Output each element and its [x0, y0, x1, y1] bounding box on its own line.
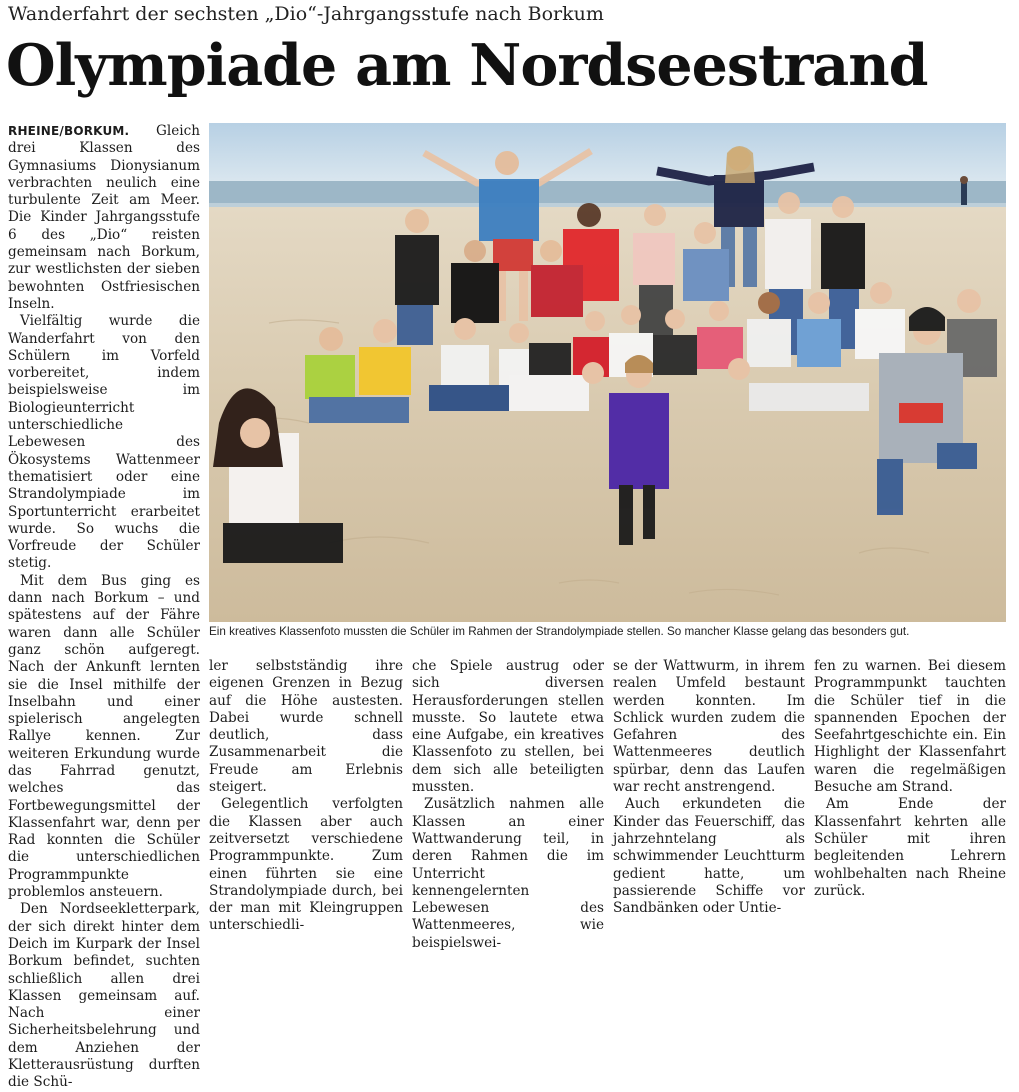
text-column-5 — [814, 658, 1006, 899]
paragraph: Am Ende der Klassenfahrt kehrten alle Schüler mit ihren begleitenden Lehrern wohlbehalten nach Rheine zurück. — [814, 796, 1006, 899]
text-column-1 — [8, 123, 200, 1091]
beach-group-photo — [209, 123, 1006, 622]
paragraph: Vielfältig wurde die Wanderfahrt von den Schülern im Vorfeld vorbereitet, indem beispielsweise im Biologieunterricht unterschiedliche Lebewesen des Ökosystems Wattenmeer thematisiert oder eine Strandolympiade im Sportunterricht erarbeitet wurde. So wuchs die Vorfreude der Schüler stetig. — [8, 313, 200, 572]
dateline: RHEINE/BORKUM. — [8, 124, 130, 138]
paragraph: Den Nordseekletterpark, der sich direkt hinter dem Deich im Kurpark der Insel Borkum befindet, suchten schließlich allen drei Klassen gemeinsam auf. Nach einer Sicherheitsbelehrung und dem Anziehen der Kletterausrüstung durften die Schü- — [8, 901, 200, 1091]
paragraph: che Spiele austrug oder sich diversen Herausforderungen stellen musste. So lautete etwa eine Aufgabe, ein kreatives Klassenfoto zu stellen, bei dem sich alle beteiligten mussten. — [412, 658, 604, 796]
paragraph: RHEINE/BORKUM. Gleich drei Klassen des Gymnasiums Dionysianum verbrachten neulich eine turbulente Zeit am Meer. Die Kinder Jahrgangsstufe 6 des „Dio“ reisten gemeinsam nach Borkum, zur westlichsten der sieben bewohnten Ostfriesischen Inseln. — [8, 123, 200, 312]
paragraph: Zusätzlich nahmen alle Klassen an einer Wattwanderung teil, in deren Rahmen die im Unterricht kennengelernten Lebewesen des Wattenmeeres, wie beispielswei- — [412, 796, 604, 951]
article-headline: Olympiade am Nordseestrand — [6, 32, 928, 99]
text-column-2 — [209, 658, 403, 934]
text-column-4 — [613, 658, 805, 917]
text-column-3 — [412, 658, 604, 951]
paragraph: Auch erkundeten die Kinder das Feuerschiff, das jahrzehntelang als schwimmender Leuchtturm gedient hatte, um passierende Schiffe vor Sandbänken oder Untie- — [613, 796, 805, 917]
paragraph: fen zu warnen. Bei diesem Programmpunkt tauchten die Schüler tief in die spannenden Epochen der Seefahrtgeschichte ein. Ein Highlight der Klassenfahrt waren die regelmäßigen Besuche am Strand. — [814, 658, 1006, 796]
article-kicker: Wanderfahrt der sechsten „Dio“-Jahrgangsstufe nach Borkum — [8, 3, 604, 25]
paragraph: Mit dem Bus ging es dann nach Borkum – und spätestens auf der Fähre waren dann alle Schüler ganz schön aufgeregt. Nach der Ankunft lernten sie die Insel mithilfe der Inselbahn und einer spielerisch angelegten Rallye kennen. Zur weiteren Erkundung wurde das Fahrrad genutzt, welches das Fortbewegungsmittel der Klassenfahrt war, denn per Rad konnten die Schüler die unterschiedlichen Programmpunkte problemlos ansteuern. — [8, 572, 200, 901]
paragraph: ler selbstständig ihre eigenen Grenzen in Bezug auf die Höhe austesten. Dabei wurde schnell deutlich, dass Zusammenarbeit die Freude am Erlebnis steigert. — [209, 658, 403, 796]
paragraph: se der Wattwurm, in ihrem realen Umfeld bestaunt werden konnten. Im Schlick wurden zudem die Gefahren des Wattenmeeres deutlich spürbar, denn das Laufen war recht anstrengend. — [613, 658, 805, 796]
paragraph: Gelegentlich verfolgten die Klassen aber auch zeitversetzt verschiedene Programmpunkte. Zum einen führten sie eine Strandolympiade durch, bei der man mit Kleingruppen unterschiedli- — [209, 796, 403, 934]
photo-caption: Ein kreatives Klassenfoto mussten die Schüler im Rahmen der Strandolympiade stellen. So mancher Klasse gelang das besonders gut. — [209, 625, 910, 638]
